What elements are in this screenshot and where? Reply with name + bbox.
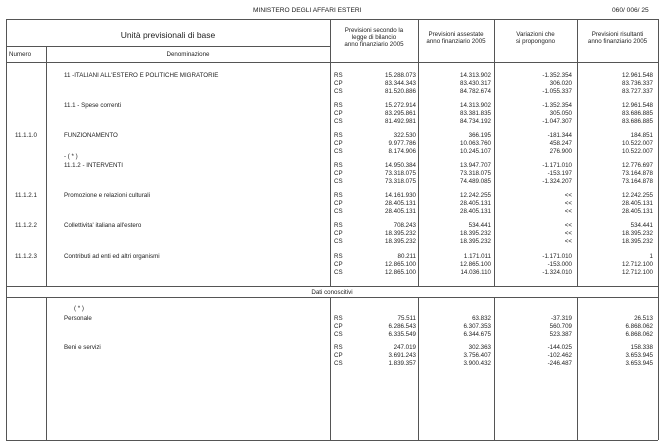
row-value-c3: 523.387 (549, 330, 572, 338)
row-type: CS (334, 237, 343, 245)
row-value-c3: -102.462 (547, 351, 572, 359)
row-label: Collettivita' italiana all'estero (64, 222, 142, 229)
page-code: 060/ 006/ 25 (612, 7, 649, 14)
col4-header: Previsioni risultanti anno finanziario 2005 (587, 31, 648, 45)
row-type: CS (334, 207, 343, 215)
dati-title: Dati conoscitivi (311, 289, 353, 296)
row-value-c4: 28.405.131 (622, 199, 653, 207)
row-value-c4: 83.686.885 (622, 109, 653, 117)
row-type: CP (334, 260, 343, 268)
row-value-c3: << (564, 237, 572, 245)
row-number: 11.1.2.1 (15, 192, 37, 199)
row-value-c3: -1.324.010 (542, 268, 572, 276)
row-value-c3: -246.487 (547, 359, 572, 367)
row-value-c4: 26.513 (634, 315, 653, 322)
row-value-c4: 83.686.885 (622, 117, 653, 125)
row-type: CS (334, 330, 343, 338)
row-value-c2: 28.405.131 (460, 207, 491, 215)
row-value-c3: 458.247 (549, 139, 572, 147)
row-value-c4: 12.961.548 (622, 72, 653, 79)
row-value-c3: -144.025 (547, 344, 572, 351)
row-value-c1: 3.691.243 (388, 351, 416, 359)
row-value-c1: 83.295.861 (385, 109, 416, 117)
row-value-c4: 12.242.255 (622, 192, 653, 199)
row-label: Contributi ad enti ed altri organismi (64, 253, 160, 260)
row-value-c4: 3.653.945 (625, 351, 653, 359)
row-value-c2: 302.363 (468, 344, 491, 351)
row-value-c3: -37.319 (551, 315, 572, 322)
row-value-c3: 305.050 (549, 109, 572, 117)
row-type: CP (334, 139, 343, 147)
row-label: Beni e servizi (64, 344, 101, 351)
row-value-c4: 1 (649, 253, 653, 260)
row-value-c3: 276.900 (549, 147, 572, 155)
row-value-c1: 28.405.131 (385, 207, 416, 215)
row-value-c4: 83.727.337 (622, 87, 653, 95)
row-value-c4: 18.395.232 (622, 237, 653, 245)
row-value-c3: << (564, 192, 572, 199)
row-type: CP (334, 169, 343, 177)
row-value-c3: -181.344 (547, 132, 572, 139)
row-value-c4: 12.712.100 (622, 268, 653, 276)
row-value-c1: 80.211 (397, 253, 416, 260)
row-type: RS (334, 253, 343, 260)
row-value-c3: << (564, 207, 572, 215)
row-value-c3: -1.055.337 (542, 87, 572, 95)
row-type: RS (334, 315, 343, 322)
row-value-c1: 73.318.075 (385, 169, 416, 177)
row-type: CS (334, 117, 343, 125)
row-value-c3: -153.197 (547, 169, 572, 177)
row-value-c2: 74.489.085 (460, 177, 491, 185)
row-value-c1: 83.344.343 (385, 79, 416, 87)
row-value-c3: << (564, 199, 572, 207)
row-value-c2: 28.405.131 (460, 199, 491, 207)
row-value-c1: 15.288.073 (385, 72, 416, 79)
row-value-c2: 84.734.192 (460, 117, 491, 125)
row-value-c3: -1.047.307 (542, 117, 572, 125)
row-value-c2: 14.036.110 (460, 268, 491, 276)
dati-asterisk: ( * ) (74, 305, 84, 312)
row-type: CS (334, 177, 343, 185)
row-label: 11 -ITALIANI ALL'ESTERO E POLITICHE MIGRATORIE (64, 72, 219, 79)
row-value-c2: 534.441 (468, 222, 491, 229)
row-value-c1: 14.161.930 (385, 192, 416, 199)
row-value-c1: 8.174.906 (388, 147, 416, 155)
row-value-c1: 322.530 (393, 132, 416, 139)
row-value-c3: -153.000 (547, 260, 572, 268)
row-value-c2: 12.242.255 (460, 192, 491, 199)
row-value-c4: 12.712.100 (622, 260, 653, 268)
row-value-c1: 18.395.232 (385, 229, 416, 237)
row-value-c3: -1.352.354 (542, 72, 572, 79)
row-value-c2: 6.344.675 (463, 330, 491, 338)
row-value-c2: 73.318.075 (460, 169, 491, 177)
row-value-c4: 184.851 (630, 132, 653, 139)
row-value-c4: 12.961.548 (622, 102, 653, 109)
row-label: 11.1 - Spese correnti (64, 102, 121, 109)
row-value-c1: 9.977.786 (388, 139, 416, 147)
row-value-c3: 306.020 (549, 79, 572, 87)
row-value-c4: 73.164.878 (622, 169, 653, 177)
row-number: 11.1.2.2 (15, 222, 37, 229)
row-label: 11.1.2 - INTERVENTI (64, 162, 123, 169)
row-value-c2: 18.395.232 (460, 229, 491, 237)
row-value-c1: 12.865.100 (385, 268, 416, 276)
row-value-c2: 63.832 (472, 315, 491, 322)
row-type: RS (334, 162, 343, 169)
row-type: CS (334, 147, 343, 155)
row-value-c4: 6.868.062 (625, 330, 653, 338)
row-type: RS (334, 344, 343, 351)
asterisk-label: - ( * ) (64, 153, 78, 160)
row-value-c3: 560.709 (549, 322, 572, 330)
row-value-c2: 366.195 (468, 132, 491, 139)
row-value-c2: 3.756.407 (463, 351, 491, 359)
row-value-c2: 6.307.353 (463, 322, 491, 330)
row-type: CS (334, 87, 343, 95)
row-value-c1: 75.511 (397, 315, 416, 322)
row-value-c4: 28.405.131 (622, 207, 653, 215)
row-value-c2: 83.430.317 (460, 79, 491, 87)
row-value-c3: << (564, 222, 572, 229)
row-value-c4: 534.441 (630, 222, 653, 229)
row-value-c3: -1.171.010 (542, 162, 572, 169)
row-value-c1: 6.286.543 (388, 322, 416, 330)
row-value-c1: 12.865.100 (385, 260, 416, 268)
ministry-title: MINISTERO DEGLI AFFARI ESTERI (253, 7, 362, 14)
row-type: RS (334, 72, 343, 79)
row-value-c4: 18.395.232 (622, 229, 653, 237)
row-value-c4: 73.164.878 (622, 177, 653, 185)
row-value-c2: 12.865.100 (460, 260, 491, 268)
row-value-c2: 10.245.107 (460, 147, 491, 155)
row-type: CS (334, 268, 343, 276)
row-value-c4: 158.338 (630, 344, 653, 351)
row-value-c2: 14.313.902 (460, 72, 491, 79)
row-value-c1: 247.019 (393, 344, 416, 351)
row-label: FUNZIONAMENTO (64, 132, 118, 139)
row-type: RS (334, 102, 343, 109)
numero-header: Numero (9, 51, 32, 58)
row-value-c1: 28.405.131 (385, 199, 416, 207)
row-number: 11.1.2.3 (15, 253, 37, 260)
row-type: CP (334, 351, 343, 359)
row-type: CP (334, 109, 343, 117)
row-value-c1: 18.395.232 (385, 237, 416, 245)
row-number: 11.1.1.0 (15, 132, 37, 139)
denominazione-header: Denominazione (166, 51, 210, 58)
row-type: CS (334, 359, 343, 367)
row-value-c4: 10.522.007 (622, 139, 653, 147)
row-value-c1: 708.243 (393, 222, 416, 229)
row-label: Personale (64, 315, 92, 322)
row-value-c1: 81.492.981 (385, 117, 416, 125)
row-value-c1: 73.318.075 (385, 177, 416, 185)
row-value-c2: 1.171.011 (463, 253, 491, 260)
row-value-c1: 15.272.914 (385, 102, 416, 109)
row-value-c4: 3.653.945 (625, 359, 653, 367)
row-value-c1: 6.335.549 (388, 330, 416, 338)
row-value-c4: 10.522.007 (622, 147, 653, 155)
row-value-c3: -1.171.010 (542, 253, 572, 260)
row-value-c2: 10.063.760 (460, 139, 491, 147)
col1-header: Previsioni secondo la legge di bilancio anno finanziario 2005 (344, 27, 404, 48)
row-value-c1: 14.950.384 (385, 162, 416, 169)
row-value-c2: 83.381.835 (460, 109, 491, 117)
row-value-c4: 6.868.062 (625, 322, 653, 330)
row-value-c3: << (564, 229, 572, 237)
row-type: RS (334, 132, 343, 139)
row-type: RS (334, 222, 343, 229)
unita-header: Unità previsionali di base (120, 30, 216, 40)
row-value-c2: 3.900.432 (463, 359, 491, 367)
row-type: CP (334, 79, 343, 87)
row-value-c4: 12.776.697 (622, 162, 653, 169)
row-value-c3: -1.352.354 (542, 102, 572, 109)
row-value-c2: 13.947.707 (460, 162, 491, 169)
row-label: Promozione e relazioni culturali (64, 192, 150, 199)
row-value-c1: 81.520.886 (385, 87, 416, 95)
row-type: RS (334, 192, 343, 199)
row-value-c2: 84.782.674 (460, 87, 491, 95)
row-value-c2: 14.313.902 (460, 102, 491, 109)
col2-header: Previsioni assestate anno finanziario 2005 (426, 31, 486, 45)
row-value-c3: -1.324.207 (542, 177, 572, 185)
row-type: CP (334, 199, 343, 207)
col3-header: Variazioni che si propongono (515, 31, 556, 45)
row-value-c1: 1.839.357 (388, 359, 416, 367)
row-type: CP (334, 322, 343, 330)
row-value-c2: 18.395.232 (460, 237, 491, 245)
row-value-c4: 83.736.337 (622, 79, 653, 87)
row-type: CP (334, 229, 343, 237)
